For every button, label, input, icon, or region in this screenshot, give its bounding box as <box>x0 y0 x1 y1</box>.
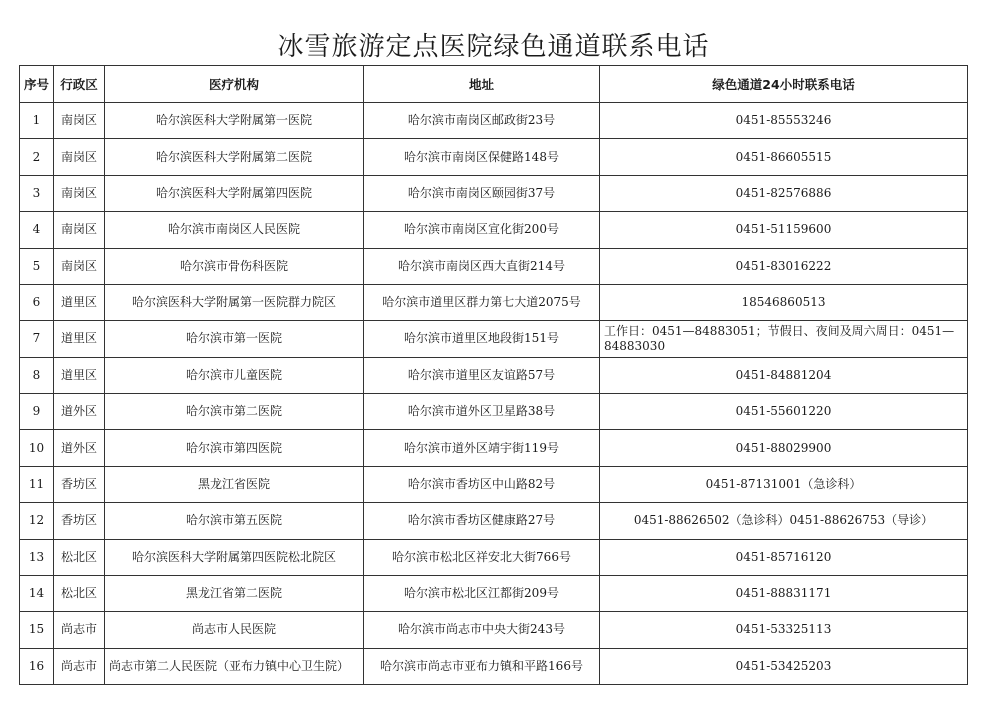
district-cell: 香坊区 <box>54 503 105 539</box>
table-body <box>20 103 968 685</box>
table-row <box>20 357 968 393</box>
row-index: 11 <box>20 466 54 502</box>
row-index: 10 <box>20 430 54 466</box>
row-index: 13 <box>20 539 54 575</box>
row-index: 9 <box>20 394 54 430</box>
table-row <box>20 175 968 211</box>
address-cell: 哈尔滨市尚志市中央大街243号 <box>364 612 600 648</box>
row-index: 1 <box>20 103 54 139</box>
hospital-cell: 哈尔滨市第四医院 <box>105 430 364 466</box>
district-cell: 南岗区 <box>54 212 105 248</box>
district-cell: 尚志市 <box>54 648 105 684</box>
district-cell: 尚志市 <box>54 612 105 648</box>
district-cell: 道外区 <box>54 394 105 430</box>
district-cell: 道里区 <box>54 357 105 393</box>
header-phone: 绿色通道24小时联系电话 <box>600 66 968 103</box>
address-cell: 哈尔滨市道里区友谊路57号 <box>364 357 600 393</box>
table-row <box>20 503 968 539</box>
address-cell: 哈尔滨市香坊区健康路27号 <box>364 503 600 539</box>
district-cell: 松北区 <box>54 575 105 611</box>
address-cell: 哈尔滨市尚志市亚布力镇和平路166号 <box>364 648 600 684</box>
table-row <box>20 248 968 284</box>
table-row <box>20 103 968 139</box>
table-row <box>20 284 968 320</box>
phone-cell: 0451-84881204 <box>600 357 968 393</box>
address-cell: 哈尔滨市南岗区保健路148号 <box>364 139 600 175</box>
district-cell: 南岗区 <box>54 175 105 211</box>
phone-cell: 0451-88029900 <box>600 430 968 466</box>
row-index: 3 <box>20 175 54 211</box>
row-index: 4 <box>20 212 54 248</box>
address-cell: 哈尔滨市道里区群力第七大道2075号 <box>364 284 600 320</box>
phone-cell: 0451-85716120 <box>600 539 968 575</box>
district-cell: 松北区 <box>54 539 105 575</box>
hospital-cell: 哈尔滨医科大学附属第二医院 <box>105 139 364 175</box>
district-cell: 南岗区 <box>54 248 105 284</box>
hospital-cell: 尚志市第二人民医院（亚布力镇中心卫生院） <box>105 648 364 684</box>
phone-cell: 0451-82576886 <box>600 175 968 211</box>
table-row <box>20 139 968 175</box>
table-row <box>20 466 968 502</box>
table-row <box>20 612 968 648</box>
district-cell: 香坊区 <box>54 466 105 502</box>
phone-cell: 18546860513 <box>600 284 968 320</box>
hospital-cell: 哈尔滨医科大学附属第四医院松北院区 <box>105 539 364 575</box>
hospital-cell: 黑龙江省医院 <box>105 466 364 502</box>
address-cell: 哈尔滨市松北区祥安北大街766号 <box>364 539 600 575</box>
phone-cell: 0451-55601220 <box>600 394 968 430</box>
hospital-contact-table <box>19 65 968 685</box>
district-cell: 道外区 <box>54 430 105 466</box>
row-index: 5 <box>20 248 54 284</box>
phone-cell: 0451-88831171 <box>600 575 968 611</box>
row-index: 8 <box>20 357 54 393</box>
hospital-cell: 哈尔滨市骨伤科医院 <box>105 248 364 284</box>
table-row <box>20 212 968 248</box>
row-index: 14 <box>20 575 54 611</box>
phone-cell: 0451-53425203 <box>600 648 968 684</box>
table-row <box>20 430 968 466</box>
phone-cell: 工作日：0451—84883051；节假日、夜间及周六周日：0451—84883030 <box>600 321 968 357</box>
phone-cell: 0451-85553246 <box>600 103 968 139</box>
address-cell: 哈尔滨市道里区地段街151号 <box>364 321 600 357</box>
phone-cell: 0451-83016222 <box>600 248 968 284</box>
hospital-cell: 黑龙江省第二医院 <box>105 575 364 611</box>
district-cell: 道里区 <box>54 321 105 357</box>
hospital-cell: 哈尔滨医科大学附属第四医院 <box>105 175 364 211</box>
hospital-cell: 哈尔滨市第二医院 <box>105 394 364 430</box>
district-cell: 道里区 <box>54 284 105 320</box>
row-index: 12 <box>20 503 54 539</box>
header-district: 行政区 <box>54 66 105 103</box>
hospital-cell: 哈尔滨医科大学附属第一医院群力院区 <box>105 284 364 320</box>
phone-cell: 0451-51159600 <box>600 212 968 248</box>
row-index: 6 <box>20 284 54 320</box>
header-hospital: 医疗机构 <box>105 66 364 103</box>
address-cell: 哈尔滨市南岗区邮政街23号 <box>364 103 600 139</box>
address-cell: 哈尔滨市道外区靖宇街119号 <box>364 430 600 466</box>
phone-cell: 0451-88626502（急诊科）0451-88626753（导诊） <box>600 503 968 539</box>
address-cell: 哈尔滨市道外区卫星路38号 <box>364 394 600 430</box>
address-cell: 哈尔滨市南岗区西大直街214号 <box>364 248 600 284</box>
row-index: 16 <box>20 648 54 684</box>
phone-cell: 0451-87131001（急诊科） <box>600 466 968 502</box>
table-header-row <box>20 66 968 103</box>
district-cell: 南岗区 <box>54 139 105 175</box>
row-index: 7 <box>20 321 54 357</box>
row-index: 2 <box>20 139 54 175</box>
address-cell: 哈尔滨市香坊区中山路82号 <box>364 466 600 502</box>
hospital-cell: 哈尔滨市第一医院 <box>105 321 364 357</box>
address-cell: 哈尔滨市南岗区宣化街200号 <box>364 212 600 248</box>
header-address: 地址 <box>364 66 600 103</box>
phone-cell: 0451-86605515 <box>600 139 968 175</box>
hospital-cell: 哈尔滨市第五医院 <box>105 503 364 539</box>
phone-cell: 0451-53325113 <box>600 612 968 648</box>
address-cell: 哈尔滨市松北区江都街209号 <box>364 575 600 611</box>
table-row <box>20 394 968 430</box>
address-cell: 哈尔滨市南岗区颐园街37号 <box>364 175 600 211</box>
hospital-cell: 哈尔滨医科大学附属第一医院 <box>105 103 364 139</box>
table-row <box>20 539 968 575</box>
page-title: 冰雪旅游定点医院绿色通道联系电话 <box>277 32 710 62</box>
table-row <box>20 648 968 684</box>
district-cell: 南岗区 <box>54 103 105 139</box>
hospital-cell: 哈尔滨市儿童医院 <box>105 357 364 393</box>
table-row <box>20 321 968 357</box>
table-row <box>20 575 968 611</box>
row-index: 15 <box>20 612 54 648</box>
header-index: 序号 <box>20 66 54 103</box>
hospital-cell: 哈尔滨市南岗区人民医院 <box>105 212 364 248</box>
hospital-cell: 尚志市人民医院 <box>105 612 364 648</box>
